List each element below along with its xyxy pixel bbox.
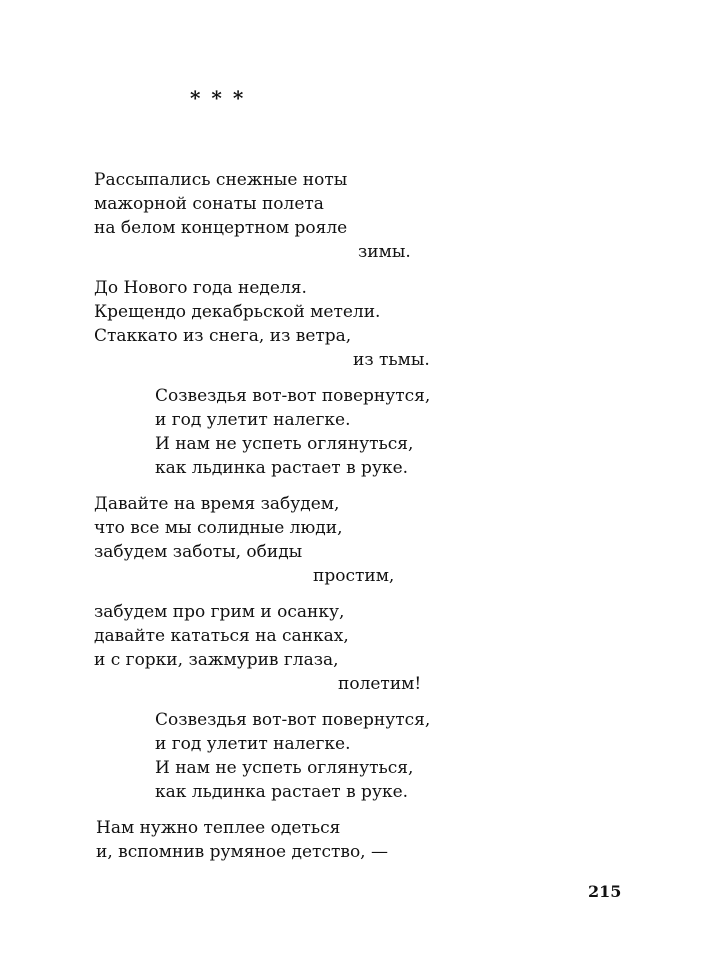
- poem-line: Нам нужно теплее одеться: [96, 818, 341, 838]
- refrain-line: И нам не успеть оглянуться,: [155, 758, 414, 778]
- refrain-line: и год улетит налегке.: [155, 410, 351, 430]
- poem-line: и, вспомнив румяное детство, —: [96, 842, 388, 862]
- poem-line: на белом концертном рояле: [94, 218, 348, 238]
- section-divider: * * *: [190, 86, 246, 110]
- poem-line: давайте кататься на санках,: [94, 626, 349, 646]
- poem-line: из тьмы.: [353, 350, 430, 370]
- refrain-line: как льдинка растает в руке.: [155, 782, 409, 802]
- poem-line: зимы.: [358, 242, 411, 262]
- refrain-line: Созвездья вот-вот повернутся,: [155, 386, 431, 406]
- poem-line: Рассыпались снежные ноты: [94, 170, 348, 190]
- poem-line: простим,: [313, 566, 395, 586]
- refrain-line: и год улетит налегке.: [155, 734, 351, 754]
- poem-line: что все мы солидные люди,: [94, 518, 343, 538]
- poem-line: Давайте на время забудем,: [94, 494, 340, 514]
- refrain-line: И нам не успеть оглянуться,: [155, 434, 414, 454]
- poem-line: полетим!: [338, 674, 422, 694]
- poem-line: и с горки, зажмурив глаза,: [94, 650, 339, 670]
- poem-line: Стаккато из снега, из ветра,: [94, 326, 352, 346]
- page-number: 215: [588, 882, 622, 901]
- poem-line: мажорной сонаты полета: [94, 194, 324, 214]
- refrain-line: Созвездья вот-вот повернутся,: [155, 710, 431, 730]
- refrain-line: как льдинка растает в руке.: [155, 458, 409, 478]
- poem-line: До Нового года неделя.: [94, 278, 307, 298]
- poem-line: Крещендо декабрьской метели.: [94, 302, 381, 322]
- poem-line: забудем про грим и осанку,: [94, 602, 345, 622]
- poem-line: забудем заботы, обиды: [94, 542, 303, 562]
